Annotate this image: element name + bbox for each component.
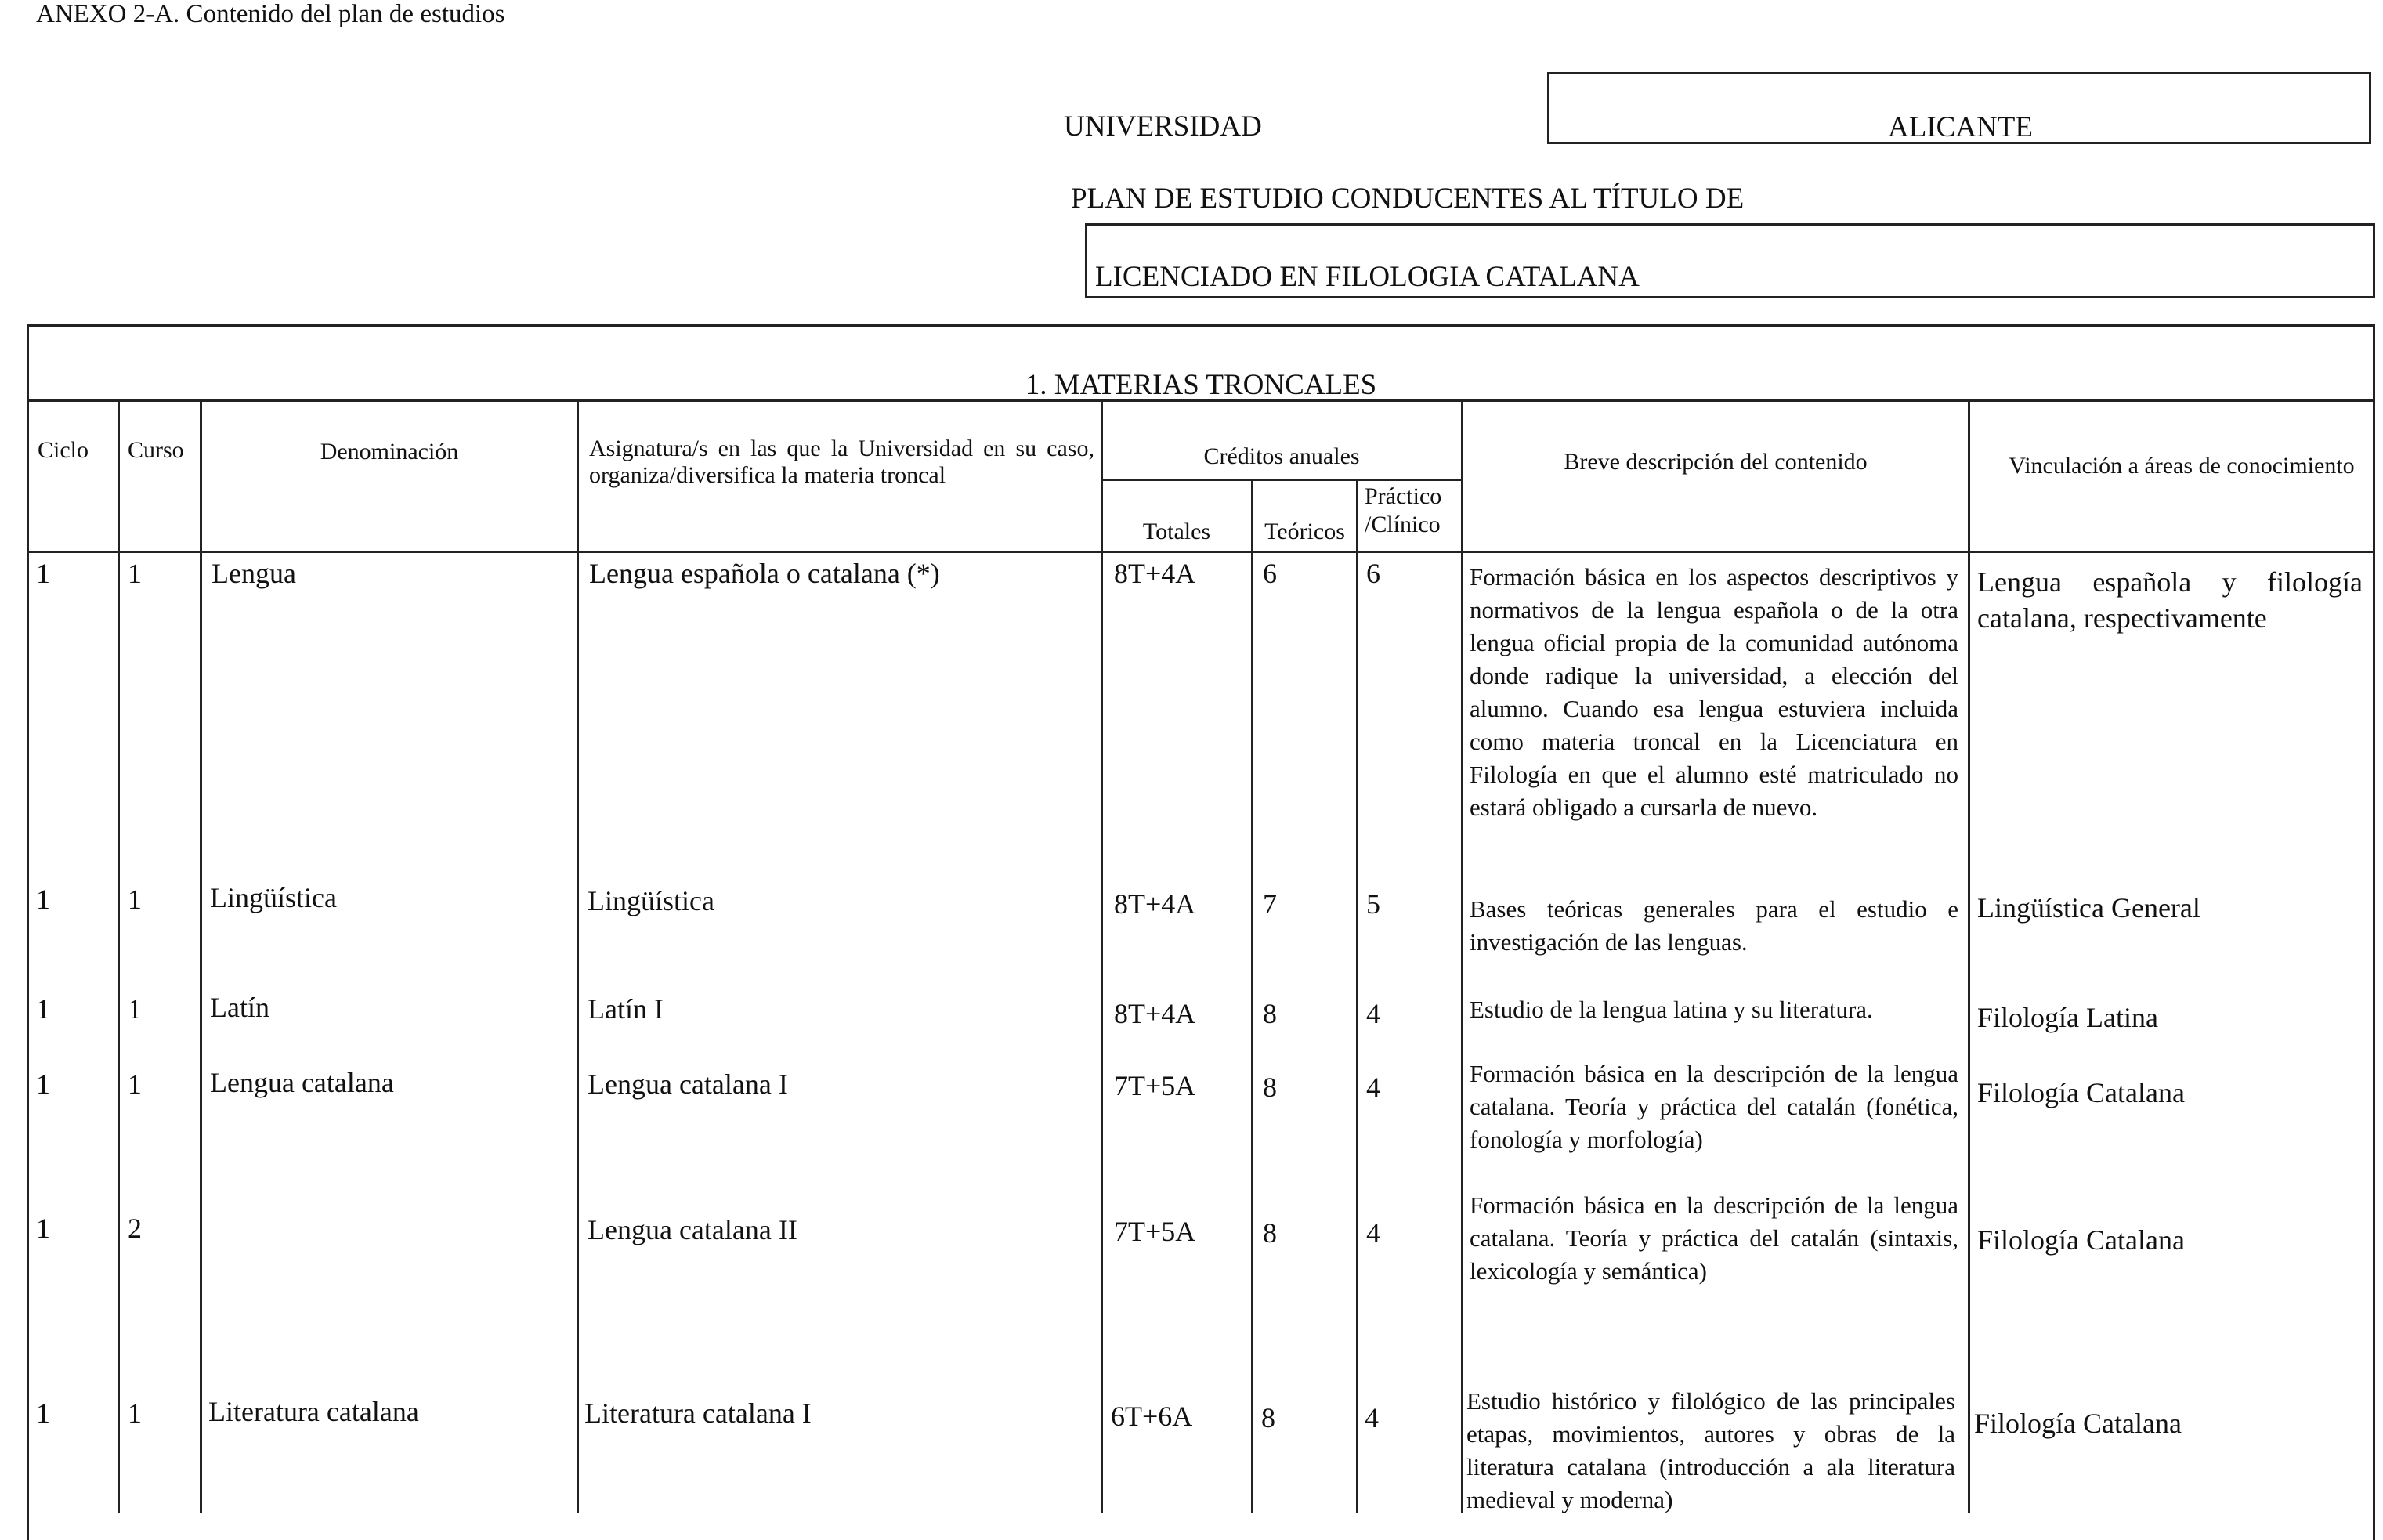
cell-vinculacion: Filología Catalana xyxy=(1977,1224,2185,1256)
cell-totales: 7T+5A xyxy=(1114,1070,1196,1101)
cell-totales: 8T+4A xyxy=(1114,888,1196,920)
cell-totales: 8T+4A xyxy=(1114,998,1196,1029)
header-creditos: Créditos anuales xyxy=(1203,443,1360,469)
cell-totales: 7T+5A xyxy=(1114,1216,1196,1247)
header-denominacion: Denominación xyxy=(320,439,459,465)
cell-teoricos: 8 xyxy=(1263,1072,1277,1103)
cell-practico: 4 xyxy=(1366,1217,1380,1249)
cell-descripcion: Bases teóricas generales para el estudio e investigación de las lenguas. xyxy=(1470,895,1958,956)
cell-practico: 4 xyxy=(1365,1402,1379,1433)
cell-totales: 8T+4A xyxy=(1114,558,1196,589)
header-curso: Curso xyxy=(128,437,184,463)
cell-curso: 1 xyxy=(128,1068,142,1100)
cell-vinculacion: Filología Latina xyxy=(1977,1002,2158,1033)
cell-vinculacion: Lengua española y filología catalana, respectivamente xyxy=(1977,566,2363,634)
degree-title-box xyxy=(1085,223,2375,298)
cell-asignatura: Lingüística xyxy=(588,885,714,916)
cell-totales: 6T+6A xyxy=(1111,1401,1193,1432)
cell-practico: 4 xyxy=(1366,1072,1380,1103)
column-divider xyxy=(577,401,579,1513)
cell-vinculacion: Filología Catalana xyxy=(1974,1408,2182,1439)
header-practico: Práctico /Clínico xyxy=(1365,483,1442,537)
column-divider xyxy=(200,401,202,1513)
column-divider xyxy=(1356,479,1358,1513)
cell-denominacion: Lengua xyxy=(212,558,296,589)
cell-vinculacion: Lingüística General xyxy=(1977,892,2200,924)
cell-asignatura: Lengua española o catalana (*) xyxy=(589,558,940,589)
cell-asignatura: Literatura catalana I xyxy=(584,1397,812,1429)
cell-teoricos: 8 xyxy=(1263,998,1277,1029)
header-teoricos: Teóricos xyxy=(1264,519,1345,544)
cell-asignatura: Lengua catalana II xyxy=(588,1214,797,1245)
header-asignatura: Asignatura/s en las que la Universidad en su caso, organiza/diversifica la materia troncal xyxy=(589,436,1094,488)
header-descripcion: Breve descripción del contenido xyxy=(1564,449,1868,475)
degree-title: LICENCIADO EN FILOLOGIA CATALANA xyxy=(1095,261,1640,293)
section-title: 1. MATERIAS TRONCALES xyxy=(1025,369,1377,401)
cell-descripcion: Formación básica en la descripción de la lengua catalana. Teoría y práctica del catalán (sintaxis, lexicología y semántica) xyxy=(1470,1191,1958,1285)
cell-practico: 6 xyxy=(1366,558,1380,589)
column-divider xyxy=(1461,401,1463,1513)
cell-descripcion: Estudio histórico y filológico de las principales etapas, movimientos, autores y obras de la literatura catalana (introducción a ala literatura medieval y moderna) xyxy=(1466,1387,1955,1513)
cell-denominacion: Literatura catalana xyxy=(208,1396,419,1427)
cell-asignatura: Lengua catalana I xyxy=(588,1068,788,1100)
header-ciclo: Ciclo xyxy=(38,437,89,463)
cell-ciclo: 1 xyxy=(36,1068,50,1100)
cell-ciclo: 1 xyxy=(36,558,50,589)
cell-curso: 1 xyxy=(128,558,142,589)
header-totales: Totales xyxy=(1142,519,1211,544)
plan-label: PLAN DE ESTUDIO CONDUCENTES AL TÍTULO DE xyxy=(1071,183,1745,215)
cell-vinculacion: Filología Catalana xyxy=(1977,1077,2185,1108)
university-box xyxy=(1547,72,2371,144)
annex-heading: ANEXO 2-A. Contenido del plan de estudios xyxy=(36,0,505,28)
cell-descripcion: Estudio de la lengua latina y su literatura. xyxy=(1470,996,1873,1023)
cell-teoricos: 7 xyxy=(1263,888,1277,920)
subjects-table xyxy=(27,324,2375,1540)
cell-ciclo: 1 xyxy=(36,993,50,1025)
cell-asignatura: Latín I xyxy=(588,993,664,1025)
university-label: UNIVERSIDAD xyxy=(1064,110,1262,143)
cell-descripcion: Formación básica en los aspectos descriptivos y normativos de la lengua española o de la otra lengua oficial propia de la comunidad autónoma donde radique la universidad, a elección del alumno. Cuando esa lengua estuviera incluida como materia troncal en la Licenciatura en Filología en que el alumno esté matriculado no estará obligado a cursarla de nuevo. xyxy=(1470,563,1958,821)
cell-teoricos: 8 xyxy=(1261,1402,1275,1433)
cell-ciclo: 1 xyxy=(36,884,50,915)
column-divider xyxy=(1968,401,1970,1513)
column-divider xyxy=(118,401,120,1513)
header-vinculacion: Vinculación a áreas de conocimiento xyxy=(2009,453,2355,479)
cell-denominacion: Lingüística xyxy=(210,882,337,913)
cell-denominacion: Latín xyxy=(210,992,269,1023)
cell-teoricos: 8 xyxy=(1263,1217,1277,1249)
cell-practico: 4 xyxy=(1366,998,1380,1029)
cell-teoricos: 6 xyxy=(1263,558,1277,589)
cell-practico: 5 xyxy=(1366,888,1380,920)
cell-denominacion: Lengua catalana xyxy=(210,1067,394,1098)
cell-curso: 2 xyxy=(128,1213,142,1244)
cell-ciclo: 1 xyxy=(36,1397,50,1429)
cell-ciclo: 1 xyxy=(36,1213,50,1244)
column-divider xyxy=(1101,401,1103,1513)
table-rule xyxy=(27,551,2375,553)
cell-curso: 1 xyxy=(128,884,142,915)
table-rule xyxy=(1101,479,1461,481)
cell-descripcion: Formación básica en la descripción de la lengua catalana. Teoría y práctica del catalán (fonética, fonología y morfología) xyxy=(1470,1060,1958,1153)
cell-curso: 1 xyxy=(128,993,142,1025)
university-value: ALICANTE xyxy=(1888,111,2033,143)
column-divider xyxy=(1251,479,1253,1513)
cell-curso: 1 xyxy=(128,1397,142,1429)
